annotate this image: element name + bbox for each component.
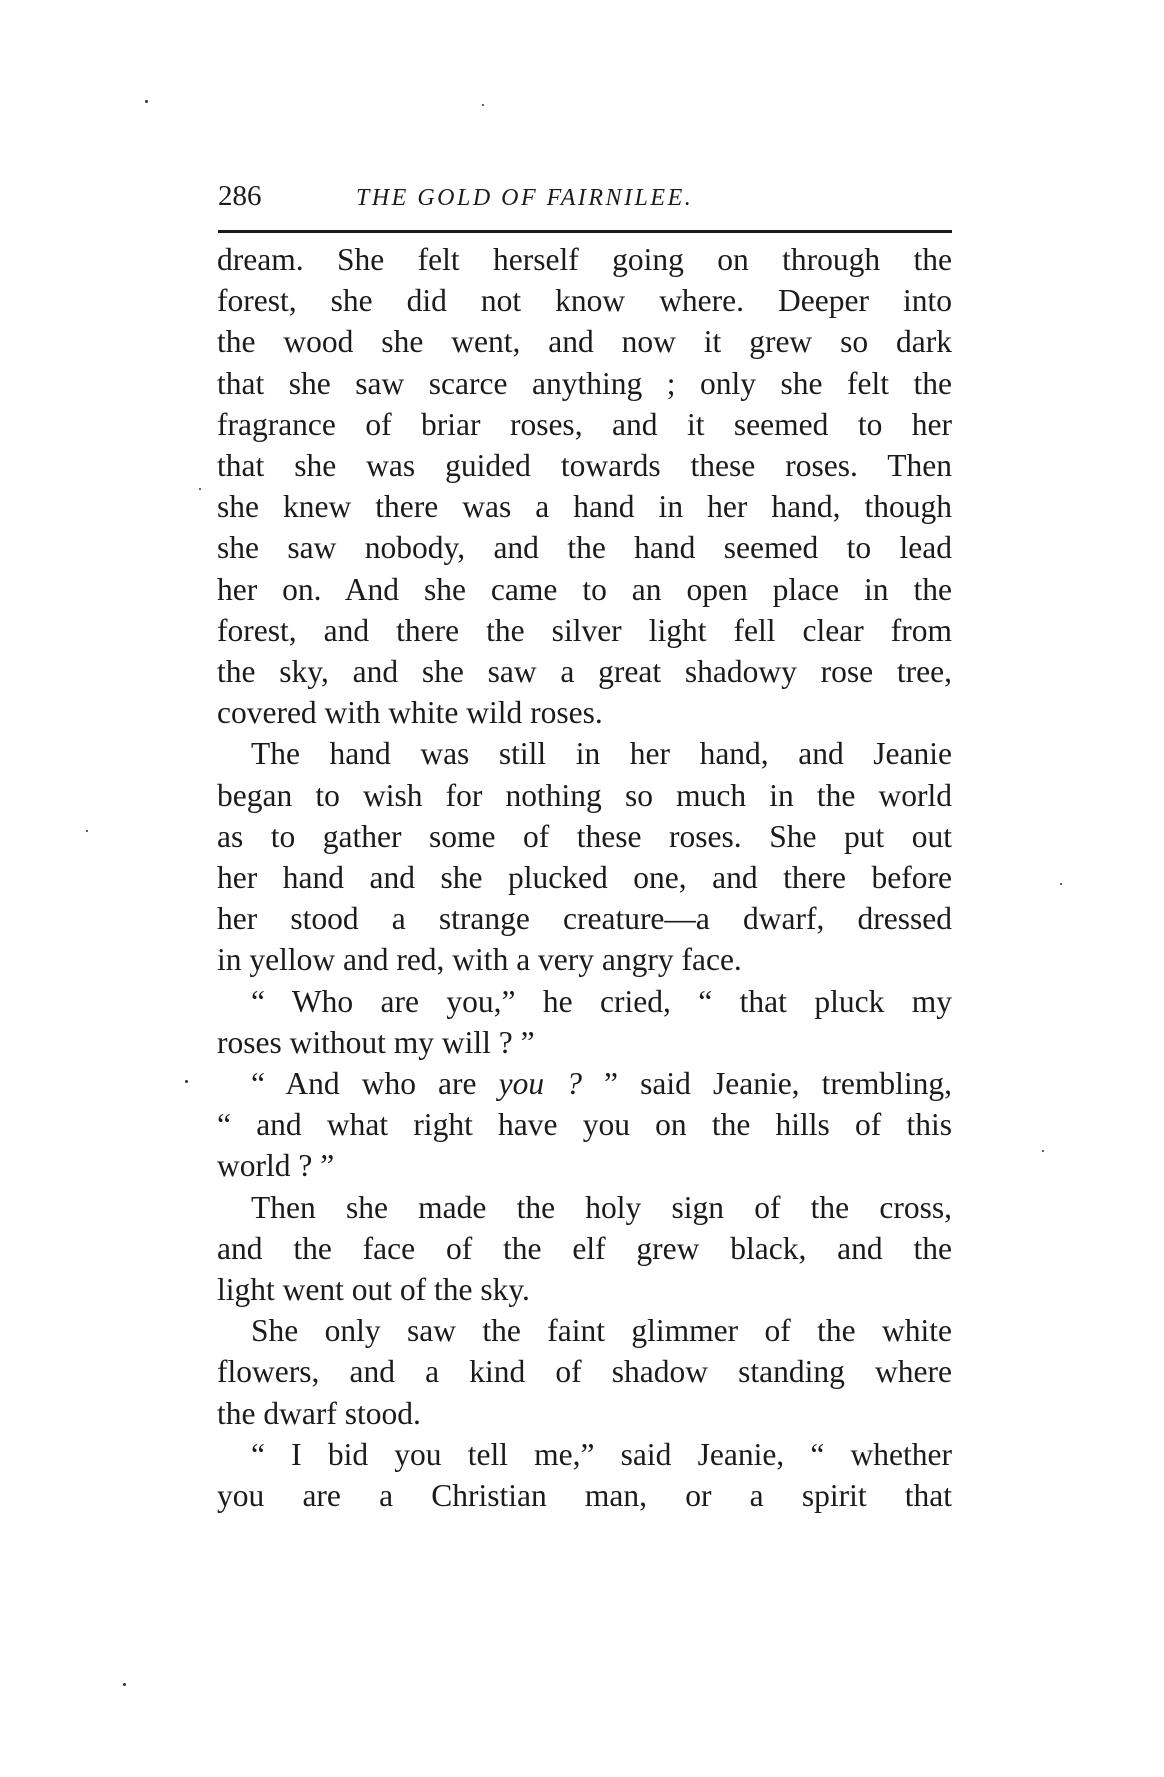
text-line: in yellow and red, with a very angry face. bbox=[217, 942, 742, 978]
emphasis: you ? bbox=[498, 1066, 582, 1102]
text-line: She only saw the faint glimmer of the white bbox=[251, 1313, 952, 1349]
text-line: she knew there was a hand in her hand, though bbox=[217, 489, 952, 525]
text-line: as to gather some of these roses. She put out bbox=[217, 818, 952, 854]
text-line: she saw nobody, and the hand seemed to lead bbox=[217, 530, 952, 566]
text-line: “ Who are you,” he cried, “ that pluck my bbox=[251, 983, 952, 1019]
text-line: The hand was still in her hand, and Jeanie bbox=[251, 736, 952, 772]
running-title: THE GOLD OF FAIRNILEE. bbox=[356, 185, 694, 211]
scan-speck bbox=[482, 104, 484, 106]
scan-speck bbox=[199, 488, 201, 490]
scan-speck bbox=[1060, 883, 1062, 885]
text-line: “ I bid you tell me,” said Jeanie, “ whether bbox=[251, 1436, 952, 1472]
text-line: “ And who are you ? ” said Jeanie, trembling, bbox=[251, 1066, 953, 1102]
scan-speck bbox=[1042, 1150, 1044, 1152]
text-line: her on. And she came to an open place in the bbox=[217, 571, 952, 607]
running-header bbox=[218, 176, 954, 216]
text-line: roses without my will ? ” bbox=[217, 1024, 535, 1060]
text-line: dream. She felt herself going on through the bbox=[217, 242, 952, 277]
text-line: that she was guided towards these roses. Then bbox=[217, 448, 952, 484]
text-line: you are a Christian man, or a spirit that bbox=[217, 1478, 952, 1514]
text-line: the dwarf stood. bbox=[217, 1395, 421, 1431]
text-line: covered with white wild roses. bbox=[217, 695, 603, 731]
text-line: flowers, and a kind of shadow standing where bbox=[217, 1354, 952, 1390]
text-line: forest, she did not know where. Deeper into bbox=[217, 283, 952, 319]
text-line: Then she made the holy sign of the cross, bbox=[251, 1189, 952, 1225]
text-line: her hand and she plucked one, and there before bbox=[217, 860, 952, 896]
body-text bbox=[217, 239, 952, 1516]
header-rule bbox=[218, 230, 952, 233]
text-line: “ and what right have you on the hills of this bbox=[217, 1107, 952, 1143]
text-line: began to wish for nothing so much in the world bbox=[217, 777, 952, 813]
scan-speck bbox=[145, 100, 148, 103]
text-line: the sky, and she saw a great shadowy rose tree, bbox=[217, 654, 952, 690]
text-line: forest, and there the silver light fell clear from bbox=[217, 612, 952, 648]
scan-speck bbox=[86, 830, 88, 832]
scan-speck bbox=[185, 1080, 188, 1083]
text-line: the wood she went, and now it grew so dark bbox=[217, 324, 952, 360]
page-number: 286 bbox=[218, 180, 262, 212]
text-line: her stood a strange creature—a dwarf, dressed bbox=[217, 901, 952, 937]
text-line: that she saw scarce anything ; only she felt the bbox=[217, 365, 952, 401]
text-line: and the face of the elf grew black, and the bbox=[217, 1230, 952, 1266]
text-line: world ? ” bbox=[217, 1148, 335, 1184]
text-line: light went out of the sky. bbox=[217, 1272, 530, 1308]
scan-speck bbox=[123, 1683, 126, 1686]
text-line: fragrance of briar roses, and it seemed to her bbox=[217, 406, 952, 442]
